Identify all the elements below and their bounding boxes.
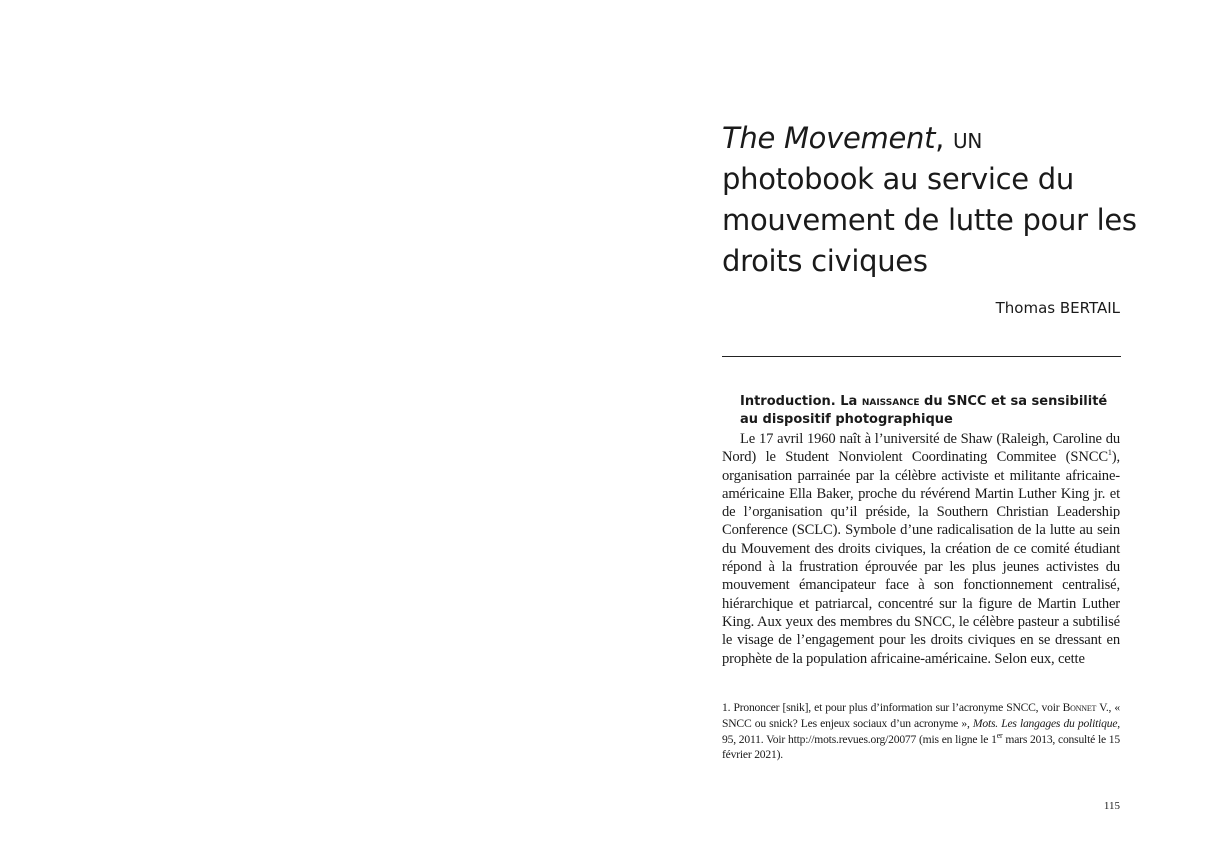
section-heading-part2: du SNCC et sa sensibilité au dispositif photographique <box>740 394 1108 427</box>
section-heading-smallcaps: naissance <box>861 394 920 409</box>
footnote-part3: , 95, 2011. Voir http://mots.revues.org/20077 (mis en ligne le 1 <box>722 716 1120 746</box>
footnote-superscript: er <box>996 730 1003 740</box>
footnote-marker: 1 <box>1107 448 1112 458</box>
footnote-author: Bonnet <box>1062 701 1097 714</box>
body-paragraph <box>722 430 1120 668</box>
section-heading-part1: Introduction. La <box>740 394 862 409</box>
footnote-part2: V., « SNCC ou snick? Les enjeux sociaux d’un acronyme », <box>722 701 1120 730</box>
right-page <box>613 0 1226 865</box>
title-divider <box>722 356 1121 357</box>
page-number: 115 <box>1103 800 1120 812</box>
body-part1: Le 17 avril 1960 naît à l’université de Shaw (Raleigh, Caroline du Nord) le Student Nonviolent Coordinating Commitee (SNCC <box>722 431 1120 466</box>
author-name: Thomas BERTAIL <box>995 299 1120 317</box>
footnote-part4: mars 2013, consulté le 15 février 2021). <box>722 732 1120 762</box>
title-italic-part: The Movement <box>722 121 936 155</box>
body-part2: ), organisation parrainée par la célèbre activiste et militante africaine-américaine Ella Baker, proche du révérend Martin Luther King jr. et de l’organisation qu’il préside, la Southern Christian Leadership Conference (SCLC). Symbole d’une radicalisation de la lutte au sein du Mouvement des droits civiques, la création de ce comité étudiant répond à la frustration éprouvée par les plus jeunes activistes du mouvement émancipateur face à son fonctionnement centralisé, hiérarchique et patriarcal, concentré sur la figure de Martin Luther King. Aux yeux des membres du SNCC, le célèbre pasteur a subtilisé le visage de l’engagement pour les droits civiques en se dressant en prophète de la population africaine-américaine. Selon eux, cette <box>722 449 1120 667</box>
title-smallcaps-part: un <box>953 121 983 155</box>
title-rest: photobook au service du mouvement de lutte pour les droits civiques <box>722 162 1137 278</box>
footnote <box>722 700 1120 763</box>
footnote-journal: Mots. Les langages du politique <box>972 716 1118 730</box>
article-title <box>722 118 1142 282</box>
footnote-part1: 1. Prononcer [snik], et pour plus d’information sur l’acronyme SNCC, voir <box>722 701 1063 714</box>
section-heading <box>740 393 1120 429</box>
title-comma: , <box>935 121 945 155</box>
